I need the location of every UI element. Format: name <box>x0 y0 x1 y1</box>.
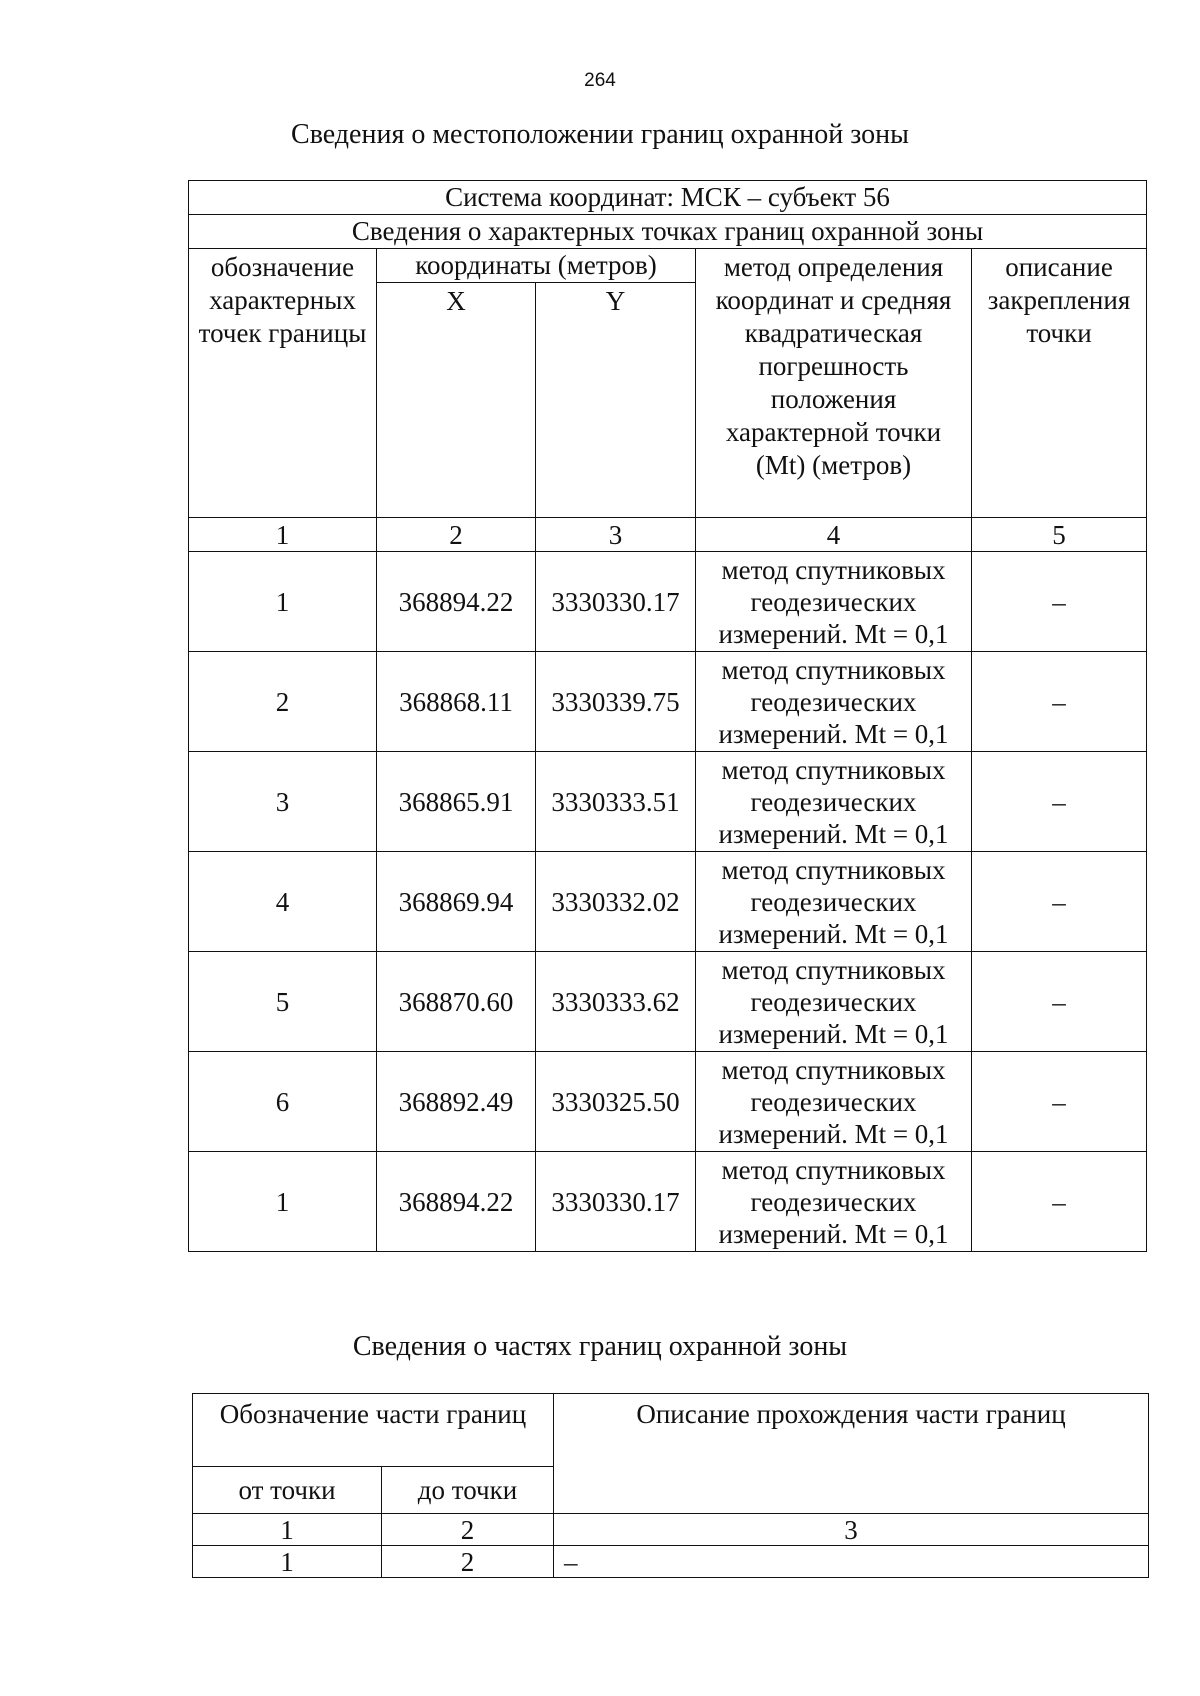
table-row <box>193 1546 1149 1578</box>
coord-x: 368894.22 <box>377 552 536 652</box>
header-to-point: до точки <box>382 1467 554 1514</box>
coord-y: 3330330.17 <box>536 1152 696 1252</box>
point-description: – <box>972 652 1147 752</box>
method: метод спутниковых геодезических измерений. Mt = 0,1 <box>696 952 972 1052</box>
point-number: 1 <box>189 1152 377 1252</box>
point-number: 3 <box>189 752 377 852</box>
part-description: – <box>554 1546 1149 1578</box>
coord-y: 3330325.50 <box>536 1052 696 1152</box>
coord-x: 368894.22 <box>377 1152 536 1252</box>
header-x: X <box>377 283 536 518</box>
point-number: 2 <box>189 652 377 752</box>
header-from-point: от точки <box>193 1467 382 1514</box>
page-number: 264 <box>584 70 616 91</box>
from-point: 1 <box>193 1546 382 1578</box>
header-coords: координаты (метров) <box>377 249 696 283</box>
point-description: – <box>972 952 1147 1052</box>
coord-y: 3330333.62 <box>536 952 696 1052</box>
header-part-description: Описание прохождения части границ <box>554 1394 1149 1514</box>
parts-table <box>192 1393 1149 1578</box>
coord-y: 3330332.02 <box>536 852 696 952</box>
column-number: 2 <box>382 1514 554 1546</box>
point-description: – <box>972 1052 1147 1152</box>
table-row <box>189 752 1147 852</box>
to-point: 2 <box>382 1546 554 1578</box>
method: метод спутниковых геодезических измерений. Mt = 0,1 <box>696 752 972 852</box>
point-description: – <box>972 852 1147 952</box>
coord-x: 368869.94 <box>377 852 536 952</box>
column-number: 3 <box>554 1514 1149 1546</box>
table-row <box>189 1052 1147 1152</box>
points-table <box>188 180 1147 1252</box>
table-row <box>189 852 1147 952</box>
points-subtitle: Сведения о характерных точках границ охранной зоны <box>189 215 1147 249</box>
column-number: 4 <box>696 518 972 552</box>
column-number: 5 <box>972 518 1147 552</box>
column-number: 1 <box>193 1514 382 1546</box>
point-description: – <box>972 752 1147 852</box>
method: метод спутниковых геодезических измерений. Mt = 0,1 <box>696 1152 972 1252</box>
column-number: 3 <box>536 518 696 552</box>
column-number: 2 <box>377 518 536 552</box>
coord-y: 3330330.17 <box>536 552 696 652</box>
method: метод спутниковых геодезических измерений. Mt = 0,1 <box>696 652 972 752</box>
header-method: метод определения координат и средняя квадратическая погрешность положения характерной точки (Mt) (метров) <box>696 249 972 518</box>
table-row <box>189 1152 1147 1252</box>
coord-y: 3330339.75 <box>536 652 696 752</box>
point-number: 6 <box>189 1052 377 1152</box>
coord-y: 3330333.51 <box>536 752 696 852</box>
point-number: 4 <box>189 852 377 952</box>
table-row <box>189 552 1147 652</box>
table-row <box>189 652 1147 752</box>
column-number: 1 <box>189 518 377 552</box>
point-description: – <box>972 1152 1147 1252</box>
method: метод спутниковых геодезических измерений. Mt = 0,1 <box>696 552 972 652</box>
point-description: – <box>972 552 1147 652</box>
coord-x: 368865.91 <box>377 752 536 852</box>
header-y: Y <box>536 283 696 518</box>
point-number: 1 <box>189 552 377 652</box>
header-description: описание закрепления точки <box>972 249 1147 518</box>
table-row <box>189 952 1147 1052</box>
method: метод спутниковых геодезических измерений. Mt = 0,1 <box>696 852 972 952</box>
coord-system: Система координат: МСК – субъект 56 <box>189 181 1147 215</box>
parts-title: Сведения о частях границ охранной зоны <box>352 1331 848 1362</box>
page-title: Сведения о местоположении границ охранной зоны <box>291 119 909 150</box>
header-designation: обозначение характерных точек границы <box>189 249 377 518</box>
method: метод спутниковых геодезических измерений. Mt = 0,1 <box>696 1052 972 1152</box>
coord-x: 368892.49 <box>377 1052 536 1152</box>
point-number: 5 <box>189 952 377 1052</box>
coord-x: 368870.60 <box>377 952 536 1052</box>
header-part-designation: Обозначение части границ <box>193 1394 554 1467</box>
coord-x: 368868.11 <box>377 652 536 752</box>
